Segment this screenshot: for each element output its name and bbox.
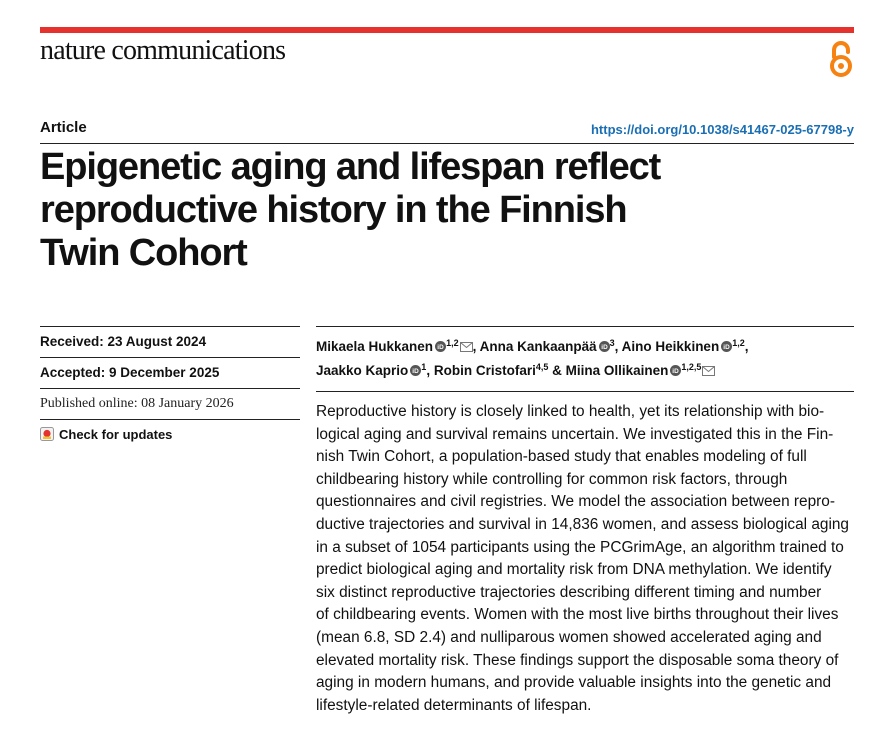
article-dates-column	[40, 326, 300, 448]
abstract-line: logical aging and survival remains uncertain. We investigated this in the Fin-	[316, 425, 834, 443]
svg-text:iD: iD	[672, 367, 680, 375]
orcid-icon[interactable]	[670, 365, 681, 376]
svg-text:iD: iD	[412, 367, 419, 375]
author-list	[316, 326, 854, 384]
svg-text:iD: iD	[600, 343, 608, 351]
check-updates-icon	[40, 427, 54, 441]
open-access-icon	[826, 40, 856, 78]
abstract-line: in a subset of 1054 participants using the PCGrimAge, an algorithm trained to	[316, 538, 844, 556]
abstract-line: (mean 6.8, SD 2.4) and nulliparous women showed accelerated aging and	[316, 628, 822, 646]
title-line: reproductive history in the Finnish	[40, 189, 627, 231]
abstract-line: questionnaires and civil registries. We model the association between repro-	[316, 493, 835, 511]
author-name: Mikaela Hukkanen	[316, 339, 434, 354]
abstract-line: childbearing history while controlling for common risk factors, through	[316, 470, 788, 488]
mail-icon[interactable]	[460, 342, 473, 352]
svg-text:iD: iD	[437, 343, 444, 351]
author-name: Miina Ollikainen	[565, 363, 669, 378]
abstract-line: aging in modern humans, and provide valuable insights into the genetic and	[316, 674, 832, 692]
article-header-row	[40, 119, 854, 141]
author[interactable]	[480, 339, 615, 354]
author[interactable]	[622, 339, 745, 354]
received-date: Received: 23 August 2024	[40, 326, 300, 358]
author-separator: &	[548, 363, 566, 378]
svg-text:iD: iD	[723, 343, 730, 351]
author-affiliation: 1,2,5	[681, 362, 702, 372]
header-divider	[40, 143, 854, 144]
accepted-date: Accepted: 9 December 2025	[40, 358, 300, 389]
title-line: Twin Cohort	[40, 232, 247, 274]
abstract-line: predict biological aging and mortality risk from DNA methylation. We identify	[316, 561, 832, 579]
author-separator: ,	[472, 339, 480, 354]
authors-column	[316, 326, 854, 384]
abstract-line: Reproductive history is closely linked to health, yet its relationship with bio-	[316, 403, 825, 420]
author-affiliation: 1,2	[446, 338, 459, 348]
author-affiliation: 1	[421, 362, 427, 372]
author-affiliation: 4,5	[535, 362, 549, 372]
title-line: Epigenetic aging and lifespan reflect	[40, 146, 661, 188]
author-separator: ,	[744, 339, 749, 354]
orcid-icon[interactable]	[435, 341, 446, 352]
orcid-icon[interactable]	[410, 365, 421, 376]
author-affiliation: 1,2	[732, 338, 745, 348]
abstract-line: ductive trajectories and survival in 14,836 women, and assess biological aging	[316, 515, 849, 533]
journal-name[interactable]: nature communications	[40, 35, 286, 66]
abstract-line: elevated mortality risk. These findings support the disposable soma theory of	[316, 651, 839, 669]
author-affiliation: 3	[609, 338, 615, 348]
author[interactable]	[316, 363, 426, 378]
abstract-line: six distinct reproductive trajectories describing different timing and number	[316, 583, 822, 601]
abstract-line: of childbearing events. Women with the most live births throughout their lives	[316, 606, 839, 624]
author-separator: ,	[426, 363, 434, 378]
abstract-line: lifestyle-related determinants of lifespan.	[316, 696, 592, 714]
authors-divider	[316, 391, 854, 392]
author-name: Aino Heikkinen	[621, 339, 720, 354]
author[interactable]	[566, 363, 716, 378]
author-separator: ,	[614, 339, 622, 354]
article-title	[40, 146, 780, 275]
author-name: Robin Cristofari	[433, 363, 536, 378]
orcid-icon[interactable]	[599, 341, 610, 352]
orcid-icon[interactable]	[721, 341, 732, 352]
author[interactable]	[316, 339, 473, 354]
journal-accent-bar	[40, 27, 854, 33]
abstract	[316, 401, 854, 717]
abstract-line: nish Twin Cohort, a population-based study that enables modeling of full	[316, 448, 807, 466]
author[interactable]	[434, 363, 549, 378]
check-for-updates-button[interactable]	[40, 420, 300, 448]
author-name: Anna Kankaanpää	[479, 339, 597, 354]
published-date: Published online: 08 January 2026	[40, 389, 300, 420]
article-type: Article	[40, 119, 87, 136]
mail-icon[interactable]	[702, 366, 715, 376]
doi-link[interactable]: https://doi.org/10.1038/s41467-025-67798-y	[590, 122, 854, 137]
check-updates-label: Check for updates	[59, 426, 173, 442]
author-name: Jaakko Kaprio	[316, 363, 409, 378]
